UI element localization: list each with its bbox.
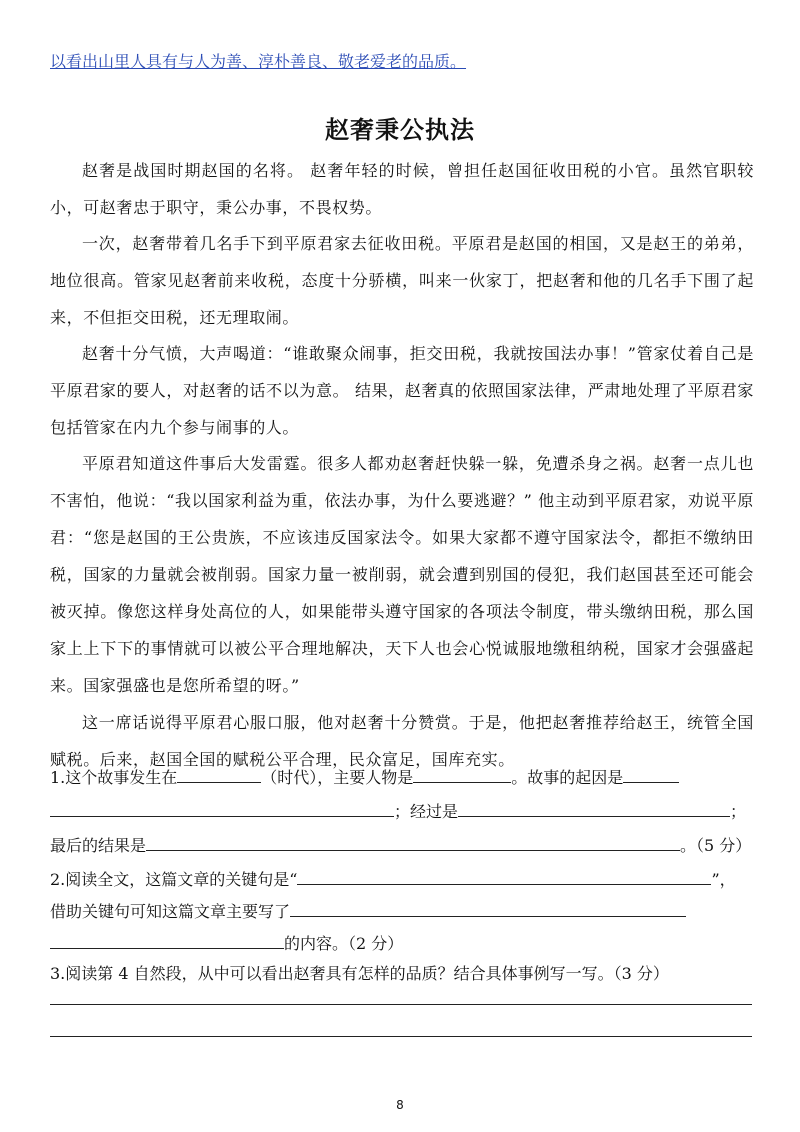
- question-2-line-3: [50, 930, 754, 956]
- answer-blank-key-sentence[interactable]: [297, 866, 711, 885]
- paragraph-3: 赵奢十分气愤，大声喝道：“谁敢聚众闹事，拒交田税，我就按国法办事！”管家仗着自己是平原君家的要人，对赵奢的话不以为意。 结果，赵奢真的依照国家法律，严肃地处理了平原君家包括管家在内九个参与闹事的人。: [50, 344, 754, 437]
- answer-blank-era[interactable]: [177, 764, 261, 783]
- question-1-line-3: [50, 832, 754, 858]
- answer-blank-cause-start[interactable]: [623, 764, 679, 783]
- page-number: 8: [396, 1098, 404, 1112]
- question-2-text-c: 借助关键句可知这篇文章主要写了: [50, 902, 291, 921]
- question-1-text-e: ；: [730, 802, 747, 821]
- question-1-text-g: 。（5 分）: [680, 836, 752, 855]
- answer-line-2[interactable]: [50, 1036, 752, 1037]
- question-2-text-a: 2.阅读全文，这篇文章的关键句是“: [50, 870, 298, 889]
- article-title: 赵奢秉公执法: [325, 116, 475, 144]
- question-1-text-f: 最后的结果是: [50, 836, 147, 855]
- answer-blank-cause[interactable]: [50, 798, 394, 817]
- previous-answer-line: 以看出山里人具有与人为善、淳朴善良、敬老爱老的品质。: [50, 52, 467, 71]
- answer-blank-main-content[interactable]: [290, 898, 686, 917]
- paragraph-4: 平原君知道这件事后大发雷霆。很多人都劝赵奢赶快躲一躲，免遭杀身之祸。赵奢一点儿也不害怕，他说：“我以国家利益为重，依法办事，为什么要逃避？” 他主动到平原君家，劝说平原君：“您是赵国的王公贵族，不应该违反国家法令。如果大家都不遵守国家法令，都拒不缴纳田税，国家的力量就会被削弱。国家力量一被削弱，就会遭到别国的侵犯，我们赵国甚至还可能会被灭掉。像您这样身处高位的人，如果能带头遵守国家的各项法令制度，带头缴纳田税，那么国家上上下下的事情就可以被公平合理地解决，天下人也会心悦诚服地缴租纳税，国家才会强盛起来。国家强盛也是您所希望的呀。”: [50, 454, 754, 695]
- question-1-text-c: 。故事的起因是: [511, 768, 624, 787]
- answer-blank-main-character[interactable]: [413, 764, 511, 783]
- paragraph-5: 这一席话说得平原君心服口服，他对赵奢十分赞赏。于是，他把赵奢推荐给赵王，统管全国赋税。后来，赵国全国的赋税公平合理，民众富足，国库充实。: [50, 713, 754, 769]
- answer-blank-result[interactable]: [146, 832, 680, 851]
- question-1-text-a: 1.这个故事发生在: [50, 768, 178, 787]
- question-1-text-d: ；经过是: [394, 802, 459, 821]
- question-2-line-1: [50, 866, 754, 892]
- paragraph-2: 一次，赵奢带着几名手下到平原君家去征收田税。平原君是赵国的相国，又是赵王的弟弟，地位很高。管家见赵奢前来收税，态度十分骄横，叫来一伙家丁，把赵奢和他的几名手下围了起来，不但拒交田税，还无理取闹。: [50, 234, 754, 327]
- question-3-prompt: 3.阅读第 4 自然段，从中可以看出赵奢具有怎样的品质？结合具体事例写一写。（3 分）: [50, 964, 669, 983]
- question-2-line-2: [50, 898, 754, 924]
- answer-blank-main-content-cont[interactable]: [50, 930, 284, 949]
- answer-blank-process[interactable]: [458, 798, 730, 817]
- question-2-text-d: 的内容。（2 分）: [284, 934, 404, 953]
- question-1-line-2: [50, 798, 754, 824]
- question-2-text-b: ”，: [711, 870, 736, 889]
- question-1-line-1: [50, 764, 754, 790]
- answer-line-1[interactable]: [50, 1004, 752, 1005]
- question-1-text-b: （时代），主要人物是: [261, 768, 414, 787]
- paragraph-1: 赵奢是战国时期赵国的名将。 赵奢年轻的时候，曾担任赵国征收田税的小官。虽然官职较小，可赵奢忠于职守，秉公办事，不畏权势。: [50, 161, 754, 217]
